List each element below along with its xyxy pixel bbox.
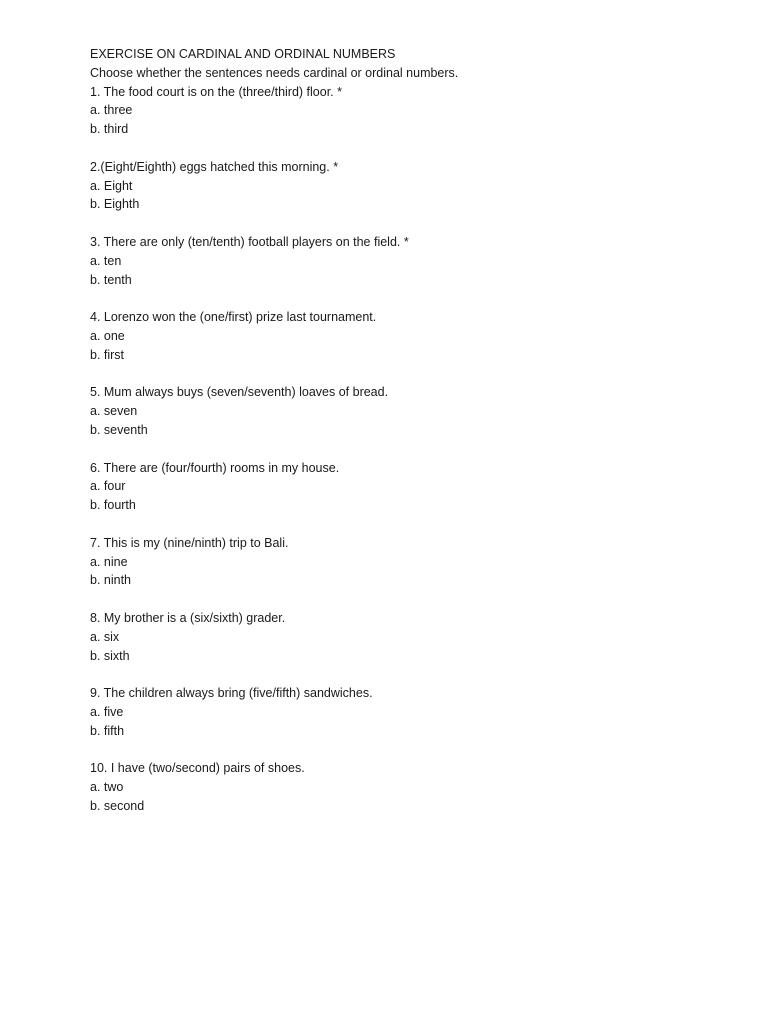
question-text: 8. My brother is a (six/sixth) grader. — [90, 610, 286, 625]
question-text: 5. Mum always buys (seven/seventh) loaves of bread. — [90, 385, 389, 400]
option-a: a. three — [90, 103, 133, 118]
option-b: b. fourth — [90, 498, 136, 513]
question-5 — [90, 383, 730, 439]
option-a: a. ten — [90, 253, 122, 268]
option-b: b. Eighth — [90, 197, 140, 212]
question-text: 9. The children always bring (five/fifth) sandwiches. — [90, 686, 373, 701]
option-b: b. tenth — [90, 272, 132, 287]
option-b: b. seventh — [90, 422, 148, 437]
question-text: 10. I have (two/second) pairs of shoes. — [90, 761, 305, 776]
option-b: b. ninth — [90, 573, 132, 588]
option-a: a. four — [90, 479, 126, 494]
question-3 — [90, 233, 730, 289]
question-2 — [90, 158, 730, 214]
option-a: a. two — [90, 780, 124, 795]
option-b: b. third — [90, 122, 129, 137]
option-a: a. six — [90, 629, 120, 644]
question-text: 2.(Eight/Eighth) eggs hatched this morning. * — [90, 159, 339, 174]
question-10 — [90, 759, 730, 815]
question-text: 3. There are only (ten/tenth) football players on the field. * — [90, 234, 409, 249]
question-6 — [90, 459, 730, 515]
option-a: a. nine — [90, 554, 128, 569]
option-a: a. one — [90, 328, 125, 343]
option-a: a. Eight — [90, 178, 133, 193]
question-1 — [90, 83, 730, 139]
option-b: b. sixth — [90, 648, 130, 663]
question-text: 6. There are (four/fourth) rooms in my house. — [90, 460, 340, 475]
question-9 — [90, 684, 730, 740]
question-text: 1. The food court is on the (three/third) floor. * — [90, 84, 342, 99]
option-b: b. first — [90, 347, 125, 362]
option-a: a. seven — [90, 404, 138, 419]
document-content — [90, 45, 730, 816]
question-7 — [90, 534, 730, 590]
question-text: 7. This is my (nine/ninth) trip to Bali. — [90, 535, 289, 550]
document-title: EXERCISE ON CARDINAL AND ORDINAL NUMBERS — [90, 47, 396, 61]
question-text: 4. Lorenzo won the (one/first) prize last tournament. — [90, 310, 377, 325]
option-b: b. second — [90, 798, 145, 813]
option-b: b. fifth — [90, 723, 125, 738]
document-instructions: Choose whether the sentences needs cardinal or ordinal numbers. — [90, 65, 459, 80]
option-a: a. five — [90, 704, 124, 719]
question-8 — [90, 609, 730, 665]
question-4 — [90, 308, 730, 364]
